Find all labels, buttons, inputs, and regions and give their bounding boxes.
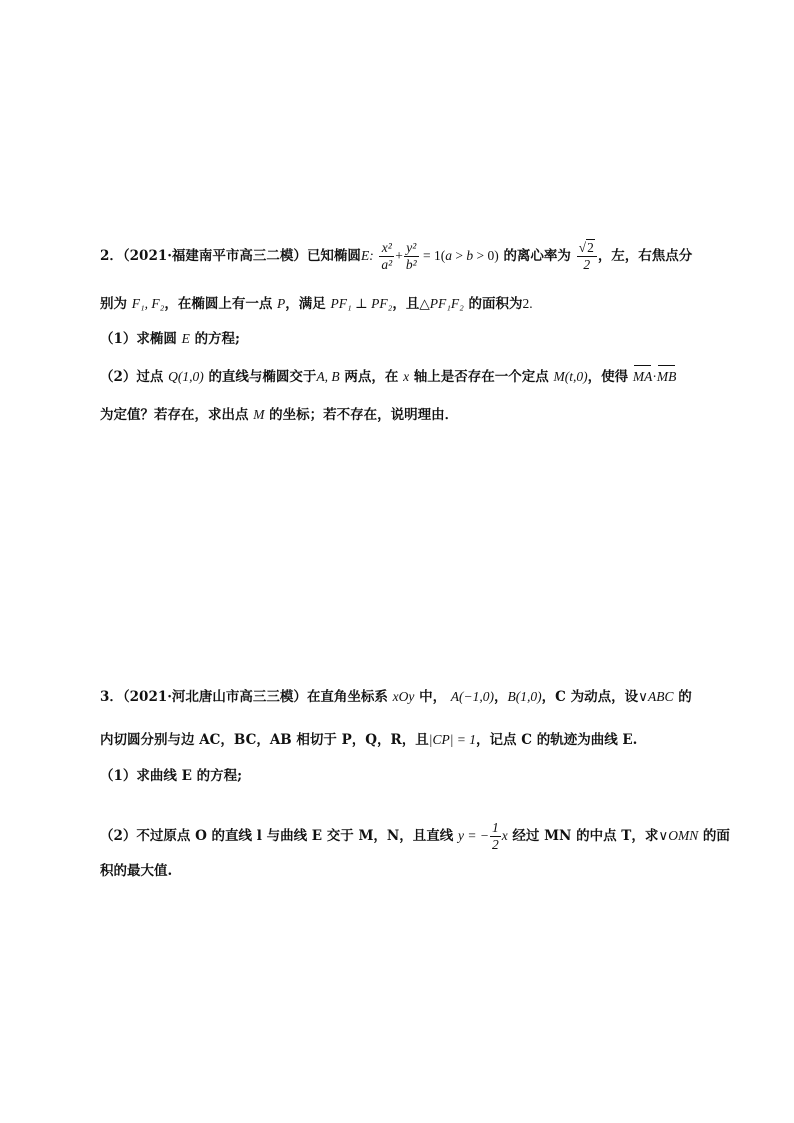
problem2-foci: F₁, F₂ — [131, 296, 165, 311]
problem3-line-eq-lhs: y = − — [457, 828, 489, 843]
problem2-line5-a: 为定值？若存在，求出点 — [100, 407, 249, 423]
problem2-ab: A, B — [316, 369, 340, 384]
problem3-line1 — [100, 688, 720, 706]
problem3-xoy: xOy — [392, 689, 415, 704]
problem3-line-eq-x: x — [501, 828, 508, 843]
problem2-point-m: M(t,0) — [553, 369, 588, 384]
problem2-x-axis: x — [403, 369, 410, 384]
problem2-ellipse-name: E — [360, 248, 370, 263]
problem3-part1 — [100, 767, 720, 785]
problem2-ecc-text: 的离心率为 — [503, 248, 571, 264]
problem2-part2-b: 的直线与椭圆交于 — [208, 369, 317, 385]
problem3-part1: （1）求曲线 E 的方程; — [100, 768, 243, 784]
problem2-part1-text: 求椭圆 — [136, 331, 177, 347]
problem2-intro: 已知椭圆 — [306, 248, 361, 264]
problem2-line2-a: 别为 — [100, 296, 127, 312]
problem3-line1-d: 的 — [678, 689, 692, 705]
problem3-half-fraction: $\frac{1}{2}$ — [491, 820, 499, 852]
problem2-part2-a: 过点 — [136, 369, 164, 385]
problem2-line5-m: M — [253, 407, 265, 422]
problem2-line2-b: ，在椭圆上有一点 — [164, 296, 273, 312]
eccentricity-fraction: $\frac{√2}{2}$ — [577, 240, 597, 273]
problem2-part2-c: 两点，在 — [344, 369, 399, 385]
problem2-line2-e: 的面积为 — [468, 296, 523, 312]
problem2-part1-label: （1） — [100, 331, 137, 347]
problem2-line2-c: ，满足 — [285, 296, 326, 312]
problem3-number: 3． — [100, 689, 123, 705]
problem3-cp: |CP| = 1 — [428, 732, 477, 747]
problem2-area: 2. — [522, 296, 533, 311]
vector-ma: MA — [632, 369, 653, 384]
problem3-part2-c: 的面 — [702, 828, 730, 844]
vector-mb: MB — [656, 369, 677, 384]
problem3-line1-c: ，C 为动点，设 — [541, 689, 639, 705]
problem2-foci-text: ，左，右焦点分 — [597, 248, 693, 264]
ellipse-fraction-y: $\frac{\text{y²}}{\text{b²}}$ — [405, 240, 417, 272]
problem3-point-b: B(1,0) — [507, 689, 542, 704]
problem2-part2: （2）过点 Q(1,0) 的直线与椭圆交于A, B 两点，在 x 轴上是否存在一个定点 M(t,0)，使得 MA·MB — [100, 369, 677, 385]
problem3-part2 — [100, 820, 730, 853]
problem2-part2-d: 轴上是否存在一个定点 — [413, 369, 549, 385]
problem3-point-a: A(−1,0) — [450, 689, 495, 704]
problem2-line1: 2．（2021·福建南平市高三二模）已知椭圆E: $\frac{\text{x²}}{\text{a²}}$ + $\frac{\text{y²}}{\text{b²}}$ = 1(a > b > 0) 的离心率为 $\frac{√2}{2}$ ，左，右焦点分 — [100, 240, 693, 272]
problem3-line2-b: ，记点 C 的轨迹为曲线 E. — [476, 732, 638, 748]
problem2-part2-e: ，使得 — [587, 369, 629, 385]
problem3-line5 — [100, 862, 720, 880]
problem2-line5-b: 的坐标；若不存在，说明理由． — [269, 407, 459, 423]
problem2-part2-label: （2） — [100, 369, 137, 385]
problem3-part2-b: 经过 MN 的中点 T，求 — [512, 828, 659, 844]
problem2-point-q: Q(1,0) — [168, 369, 204, 384]
problem3-line2 — [100, 731, 720, 749]
problem2-part1-name: E — [181, 331, 190, 346]
problem3-line1-a: 在直角坐标系 — [306, 689, 388, 705]
problem2-part1-tail: 的方程; — [194, 331, 241, 347]
problem2-part1 — [100, 330, 720, 348]
problem3-line2-a: 内切圆分别与边 AC，BC，AB 相切于 P，Q，R，且 — [100, 732, 429, 748]
problem3-triangle-omn: ∨OMN — [658, 828, 699, 843]
problem3-triangle-abc: ∨ABC — [638, 689, 674, 704]
problem3-line5: 积的最大值. — [100, 863, 173, 879]
problem2-perp: PF₁ ⊥ PF₂ — [330, 296, 393, 311]
problem2-line2 — [100, 295, 720, 313]
problem2-line2-d: ，且 — [392, 296, 420, 312]
problem2-number: 2． — [100, 248, 123, 264]
problem2-source: （2021·福建南平市高三二模） — [122, 248, 307, 264]
problem2-point-p: P — [277, 296, 286, 311]
ellipse-fraction-x: $\frac{\text{x²}}{\text{a²}}$ — [381, 240, 393, 272]
problem3-part2-a: （2）不过原点 O 的直线 l 与曲线 E 交于 M，N，且直线 — [100, 828, 454, 844]
problem2-triangle: △PF₁F₂ — [419, 296, 464, 311]
problem3-source: （2021·河北唐山市高三三模） — [122, 689, 307, 705]
problem3-comma: ， — [494, 689, 508, 705]
problem2-line5 — [100, 406, 720, 424]
problem3-line1-b: 中， — [419, 689, 447, 705]
